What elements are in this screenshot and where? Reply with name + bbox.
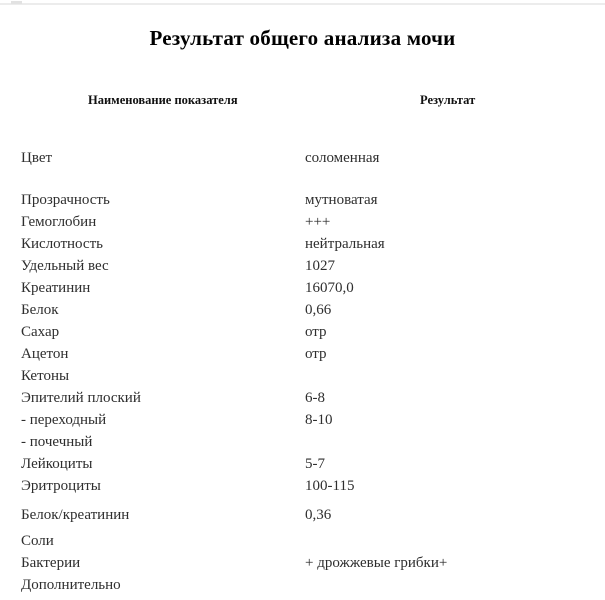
table-header-row — [0, 93, 605, 109]
table-row — [0, 530, 605, 552]
param-name-cell: Сахар — [21, 324, 60, 340]
param-name-cell: Белок/креатинин — [21, 507, 130, 523]
results-table — [0, 147, 605, 596]
param-name-cell: Дополнительно — [21, 577, 121, 593]
table-row — [0, 211, 605, 233]
table-row — [0, 387, 605, 409]
table-row — [0, 255, 605, 277]
param-name-cell: - почечный — [21, 434, 93, 450]
param-name-cell: Соли — [21, 533, 54, 549]
result-cell: 100-115 — [305, 478, 355, 494]
result-cell: 0,66 — [305, 302, 332, 318]
result-cell: мутноватая — [305, 192, 378, 208]
table-row — [0, 343, 605, 365]
result-cell: 5-7 — [305, 456, 325, 472]
table-row — [0, 431, 605, 453]
result-cell: + дрожжевые грибки+ — [305, 555, 448, 571]
table-row — [0, 409, 605, 431]
param-name-cell: Ацетон — [21, 346, 69, 362]
table-row — [0, 147, 605, 169]
table-row — [0, 189, 605, 211]
table-row — [0, 475, 605, 497]
result-cell: 1027 — [305, 258, 335, 274]
table-row — [0, 504, 605, 526]
param-name-cell: Кетоны — [21, 368, 70, 384]
result-cell: нейтральная — [305, 236, 385, 252]
param-name-cell: Лейкоциты — [21, 456, 93, 472]
table-row — [0, 574, 605, 596]
table-row — [0, 299, 605, 321]
page-title: Результат общего анализа мочи — [149, 26, 456, 50]
result-cell: 16070,0 — [305, 280, 354, 296]
table-row — [0, 453, 605, 475]
result-cell: отр — [305, 324, 327, 340]
param-name-cell: Бактерии — [21, 555, 81, 571]
table-row — [0, 277, 605, 299]
table-row — [0, 552, 605, 574]
param-name-cell: Белок — [21, 302, 59, 318]
result-cell: отр — [305, 346, 327, 362]
result-cell: 6-8 — [305, 390, 325, 406]
param-name-cell: Прозрачность — [21, 192, 110, 208]
param-name-cell: Цвет — [21, 150, 53, 166]
result-cell: 8-10 — [305, 412, 333, 428]
top-border-line — [0, 3, 605, 5]
result-cell: соломенная — [305, 150, 380, 166]
param-name-cell: Эпителий плоский — [21, 390, 141, 406]
top-border-notch — [11, 1, 22, 4]
result-cell: +++ — [305, 214, 331, 230]
param-name-cell: Креатинин — [21, 280, 91, 296]
param-name-cell: Удельный вес — [21, 258, 109, 274]
result-cell: 0,36 — [305, 507, 332, 523]
column-header-parameter: Наименование показателя — [88, 93, 238, 107]
param-name-cell: Кислотность — [21, 236, 103, 252]
param-name-cell: Эритроциты — [21, 478, 101, 494]
table-row — [0, 233, 605, 255]
table-row — [0, 365, 605, 387]
param-name-cell: Гемоглобин — [21, 214, 97, 230]
param-name-cell: - переходный — [21, 412, 107, 428]
table-row — [0, 321, 605, 343]
column-header-result: Результат — [420, 93, 476, 107]
